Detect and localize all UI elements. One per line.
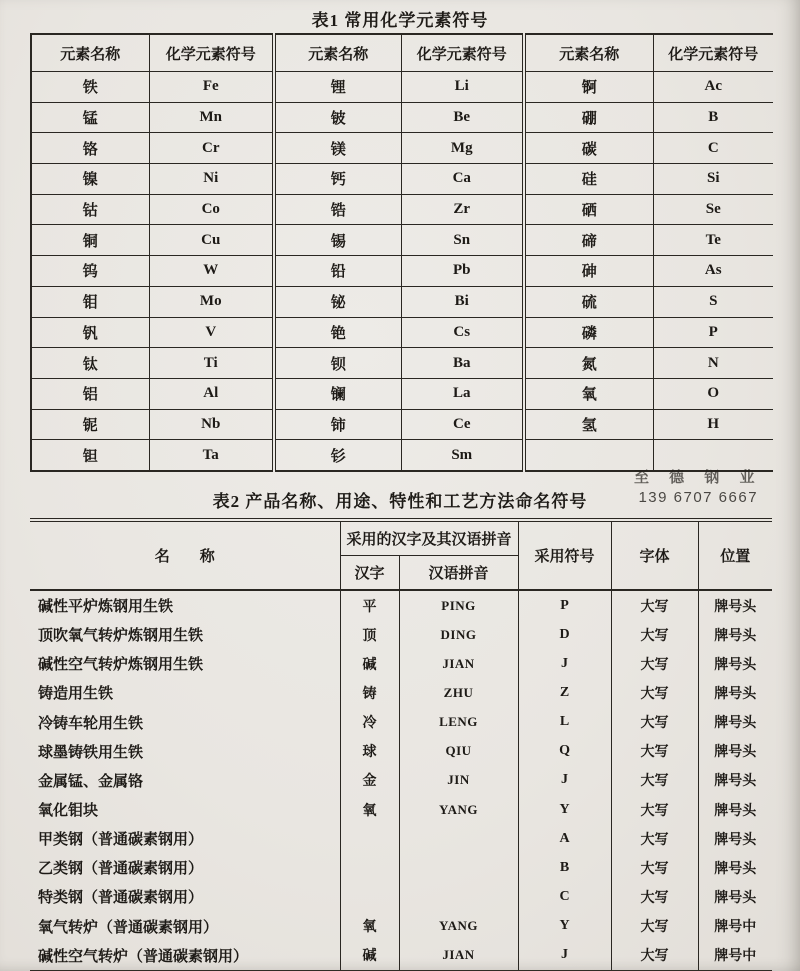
table-cell: La <box>401 378 524 409</box>
table2-header-font: 字体 <box>611 520 698 590</box>
table-row <box>31 348 773 379</box>
table-cell: 碱性空气转炉炼钢用生铁 <box>30 649 340 678</box>
table-cell: 硅 <box>524 164 653 195</box>
table-row <box>31 194 773 225</box>
table-cell: 大写 <box>611 678 698 707</box>
table-cell: V <box>149 317 274 348</box>
table-cell: 甲类钢（普通碳素钢用） <box>30 824 340 853</box>
table-cell: Ni <box>149 164 274 195</box>
table-cell: 镧 <box>274 378 401 409</box>
table-cell: 氧气转炉（普通碳素钢用） <box>30 912 340 941</box>
table-cell: 氮 <box>524 348 653 379</box>
table-row <box>30 766 772 795</box>
table-cell: 镁 <box>274 133 401 164</box>
table1-header-cell: 化学元素符号 <box>149 34 274 72</box>
table-row <box>31 440 773 471</box>
table-cell: 镍 <box>31 164 149 195</box>
table-cell: 锰 <box>31 102 149 133</box>
table-cell: ZHU <box>399 678 518 707</box>
table-row <box>30 824 772 853</box>
table-cell: J <box>518 766 611 795</box>
table-cell: Te <box>653 225 773 256</box>
table-cell: 大写 <box>611 941 698 971</box>
table-cell: S <box>653 286 773 317</box>
table-cell: 碱性空气转炉（普通碳素钢用） <box>30 941 340 971</box>
table-cell: 磷 <box>524 317 653 348</box>
table1-title: 表1 常用化学元素符号 <box>311 11 489 30</box>
table-cell: 牌号中 <box>698 912 772 941</box>
table2-header-name: 名 称 <box>30 520 340 590</box>
table-cell: 氧 <box>340 795 399 824</box>
table-row <box>31 378 773 409</box>
table1-header-cell: 元素名称 <box>31 34 149 72</box>
table-cell: 大写 <box>611 912 698 941</box>
table-cell <box>653 440 773 471</box>
table-cell: W <box>149 256 274 287</box>
table-cell: Ac <box>653 72 773 103</box>
table-cell: 铁 <box>31 72 149 103</box>
table-cell: 大写 <box>611 882 698 911</box>
table-cell: A <box>518 824 611 853</box>
table-cell <box>524 440 653 471</box>
table-cell: 钨 <box>31 256 149 287</box>
table-cell: 顶 <box>340 620 399 649</box>
table-cell: Mo <box>149 286 274 317</box>
table-cell: Mn <box>149 102 274 133</box>
table-cell: 铈 <box>274 409 401 440</box>
table-cell: 钐 <box>274 440 401 471</box>
table-row <box>31 225 773 256</box>
table-cell: JIAN <box>399 649 518 678</box>
table-cell: J <box>518 941 611 971</box>
table-cell: P <box>518 590 611 620</box>
table-cell: 铸 <box>340 678 399 707</box>
table-row <box>30 941 772 971</box>
table-cell: 铯 <box>274 317 401 348</box>
table-cell: 顶吹氧气转炉炼钢用生铁 <box>30 620 340 649</box>
table-cell: Cu <box>149 225 274 256</box>
watermark-company: 至 德 钢 业 <box>634 469 763 486</box>
table1-header-cell: 元素名称 <box>274 34 401 72</box>
table-cell <box>340 882 399 911</box>
table2-body <box>30 590 772 971</box>
table2-header-pinyin: 汉语拼音 <box>399 556 518 591</box>
table-cell: Cr <box>149 133 274 164</box>
table-row <box>30 649 772 678</box>
table-cell: 大写 <box>611 649 698 678</box>
table-cell: PING <box>399 590 518 620</box>
table-cell: QIU <box>399 737 518 766</box>
table-cell: As <box>653 256 773 287</box>
table-cell: 牌号头 <box>698 649 772 678</box>
table-cell: 球 <box>340 737 399 766</box>
table-cell: 金属锰、金属铬 <box>30 766 340 795</box>
table-cell: Ba <box>401 348 524 379</box>
table-cell: 铜 <box>31 225 149 256</box>
table-cell: H <box>653 409 773 440</box>
table-row <box>30 590 772 620</box>
table-cell: Fe <box>149 72 274 103</box>
table-row <box>30 853 772 882</box>
table-cell: 铋 <box>274 286 401 317</box>
table-cell: 铸造用生铁 <box>30 678 340 707</box>
table-cell: 铌 <box>31 409 149 440</box>
table-cell: 牌号头 <box>698 708 772 737</box>
table-cell: 铝 <box>31 378 149 409</box>
table-cell: 大写 <box>611 853 698 882</box>
table-cell: 铅 <box>274 256 401 287</box>
table2-naming-symbols <box>30 518 772 971</box>
table2-header-hanzi-group: 采用的汉字及其汉语拼音 <box>340 520 518 556</box>
table2-title: 表2 产品名称、用途、特性和工艺方法命名符号 <box>212 492 588 511</box>
table-cell: 牌号头 <box>698 620 772 649</box>
table-cell: Sn <box>401 225 524 256</box>
table-cell: Ti <box>149 348 274 379</box>
table-cell: Y <box>518 912 611 941</box>
table-cell: L <box>518 708 611 737</box>
table-cell: 碱 <box>340 649 399 678</box>
table-cell: LENG <box>399 708 518 737</box>
table-row <box>31 286 773 317</box>
table-cell: 大写 <box>611 708 698 737</box>
table-row <box>30 708 772 737</box>
table-cell: 大写 <box>611 766 698 795</box>
table1-header-row <box>31 34 773 72</box>
table-cell: Cs <box>401 317 524 348</box>
table1-body <box>31 72 773 471</box>
table-cell: 球墨铸铁用生铁 <box>30 737 340 766</box>
table-cell: 冷铸车轮用生铁 <box>30 708 340 737</box>
table-row <box>30 678 772 707</box>
table2-header-hanzi: 汉字 <box>340 556 399 591</box>
table-row <box>31 164 773 195</box>
table-cell: YANG <box>399 912 518 941</box>
table-cell <box>340 853 399 882</box>
table-cell <box>399 882 518 911</box>
table-cell: P <box>653 317 773 348</box>
table-cell: Li <box>401 72 524 103</box>
table-cell: N <box>653 348 773 379</box>
table-cell: Ca <box>401 164 524 195</box>
table-cell: 牌号头 <box>698 766 772 795</box>
table-cell: 牌号头 <box>698 590 772 620</box>
table-row <box>31 133 773 164</box>
table-cell: 硒 <box>524 194 653 225</box>
table-row <box>30 737 772 766</box>
table-cell: 碱性平炉炼钢用生铁 <box>30 590 340 620</box>
table-row <box>30 620 772 649</box>
table-cell: J <box>518 649 611 678</box>
table-row <box>31 317 773 348</box>
table-cell: 特类钢（普通碳素钢用） <box>30 882 340 911</box>
table-cell: 氧 <box>524 378 653 409</box>
table-cell: Z <box>518 678 611 707</box>
table-cell: 大写 <box>611 620 698 649</box>
table-cell: Nb <box>149 409 274 440</box>
table1-header-cell: 元素名称 <box>524 34 653 72</box>
table-cell: 平 <box>340 590 399 620</box>
table-cell: Y <box>518 795 611 824</box>
table-cell: Al <box>149 378 274 409</box>
table-cell: 锆 <box>274 194 401 225</box>
table2-header-position: 位置 <box>698 520 772 590</box>
table-cell: DING <box>399 620 518 649</box>
table-cell: 牌号中 <box>698 941 772 971</box>
table2-header-row <box>30 520 772 556</box>
table-cell: 硫 <box>524 286 653 317</box>
table-cell: 钒 <box>31 317 149 348</box>
table-cell: 碱 <box>340 941 399 971</box>
table-cell: Co <box>149 194 274 225</box>
table-cell: 钙 <box>274 164 401 195</box>
table-cell: 铍 <box>274 102 401 133</box>
table-cell: 锡 <box>274 225 401 256</box>
table-cell: Be <box>401 102 524 133</box>
table-cell: 牌号头 <box>698 824 772 853</box>
table-cell: 钴 <box>31 194 149 225</box>
table-cell <box>399 853 518 882</box>
table-cell: 钛 <box>31 348 149 379</box>
table-cell: C <box>518 882 611 911</box>
table-cell: Bi <box>401 286 524 317</box>
table-cell: 氧化钼块 <box>30 795 340 824</box>
table-cell <box>399 824 518 853</box>
table-row <box>31 256 773 287</box>
table-cell: 大写 <box>611 590 698 620</box>
table-cell: Mg <box>401 133 524 164</box>
table-cell: D <box>518 620 611 649</box>
table-cell: 乙类钢（普通碳素钢用） <box>30 853 340 882</box>
table-cell: 硼 <box>524 102 653 133</box>
table-cell: 钼 <box>31 286 149 317</box>
table-cell: YANG <box>399 795 518 824</box>
table-cell: JIN <box>399 766 518 795</box>
table1-header-cell: 化学元素符号 <box>653 34 773 72</box>
table-cell: Q <box>518 737 611 766</box>
table-row <box>31 102 773 133</box>
table-cell: 碳 <box>524 133 653 164</box>
table-cell: Si <box>653 164 773 195</box>
table-cell: 碲 <box>524 225 653 256</box>
table-cell: 锂 <box>274 72 401 103</box>
table-cell: JIAN <box>399 941 518 971</box>
watermark-phone: 139 6707 6667 <box>638 489 759 507</box>
table-cell: 牌号头 <box>698 678 772 707</box>
table-cell: 牌号头 <box>698 882 772 911</box>
table-cell: Zr <box>401 194 524 225</box>
table-cell: 牌号头 <box>698 737 772 766</box>
table-row <box>30 882 772 911</box>
table-cell: 氧 <box>340 912 399 941</box>
table1-element-symbols <box>30 33 773 472</box>
table-cell: 铬 <box>31 133 149 164</box>
table-cell: 氢 <box>524 409 653 440</box>
table-row <box>30 912 772 941</box>
table-cell: 牌号头 <box>698 853 772 882</box>
table-cell: 大写 <box>611 737 698 766</box>
table-cell: B <box>518 853 611 882</box>
table-row <box>31 72 773 103</box>
table-cell: 牌号头 <box>698 795 772 824</box>
table2-header-symbol: 采用符号 <box>518 520 611 590</box>
table-cell: C <box>653 133 773 164</box>
table-cell: Ce <box>401 409 524 440</box>
table-cell: Sm <box>401 440 524 471</box>
table-row <box>30 795 772 824</box>
table-cell <box>340 824 399 853</box>
table-cell: O <box>653 378 773 409</box>
table-cell: 砷 <box>524 256 653 287</box>
table-cell: 锕 <box>524 72 653 103</box>
table-cell: 金 <box>340 766 399 795</box>
table-row <box>31 409 773 440</box>
table-cell: B <box>653 102 773 133</box>
table-cell: 冷 <box>340 708 399 737</box>
table-cell: 钡 <box>274 348 401 379</box>
table1-header-cell: 化学元素符号 <box>401 34 524 72</box>
table-cell: Se <box>653 194 773 225</box>
table-cell: 大写 <box>611 795 698 824</box>
table-cell: 大写 <box>611 824 698 853</box>
table-cell: Pb <box>401 256 524 287</box>
table-cell: Ta <box>149 440 274 471</box>
table-cell: 钽 <box>31 440 149 471</box>
